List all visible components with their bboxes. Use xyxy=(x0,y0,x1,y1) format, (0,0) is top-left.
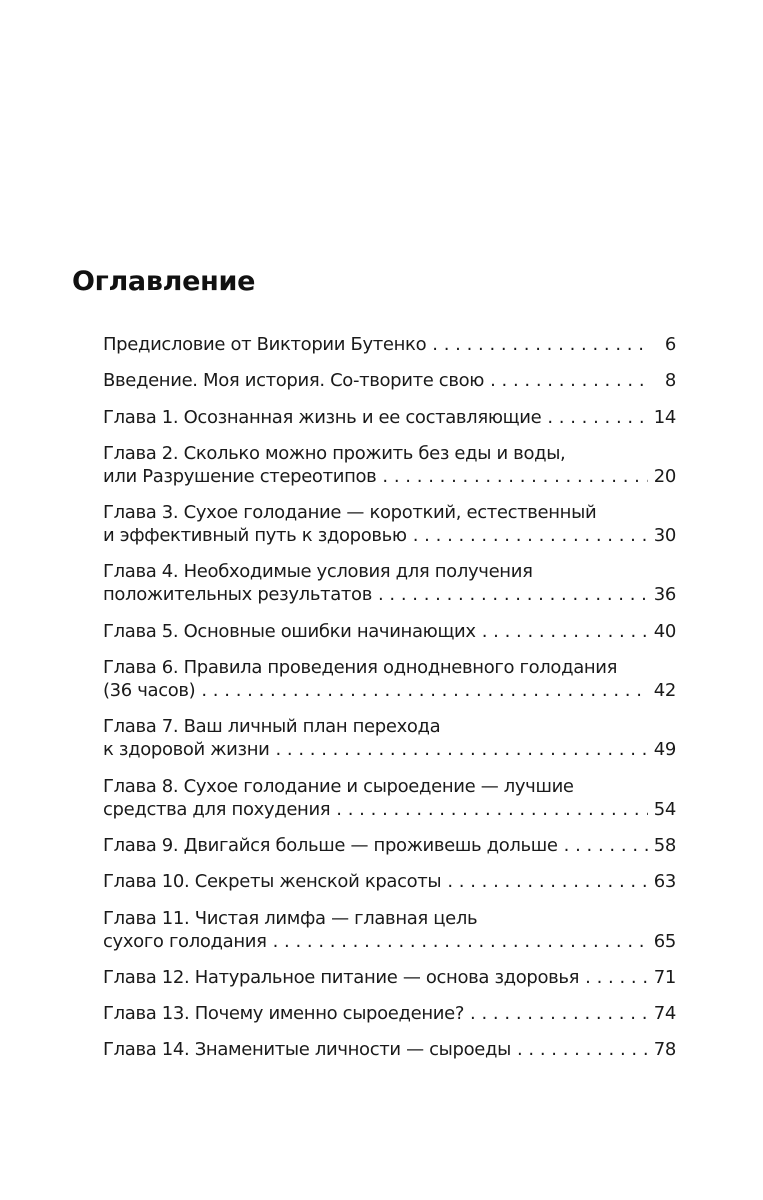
toc-entry-title-line: средства для похудения xyxy=(103,798,331,820)
toc-entry-title-line: положительных результатов xyxy=(103,584,372,606)
dot-leader xyxy=(275,738,647,761)
toc-entry[interactable] xyxy=(103,620,676,643)
toc-page-number: 8 xyxy=(664,370,676,392)
toc-entry[interactable] xyxy=(103,834,676,857)
toc-page-number: 49 xyxy=(653,739,676,761)
toc-entry[interactable] xyxy=(103,1002,676,1025)
toc-entry[interactable] xyxy=(103,1038,676,1061)
dot-leader xyxy=(378,583,648,606)
toc-entry[interactable] xyxy=(103,501,676,547)
toc-page-number: 78 xyxy=(653,1039,676,1061)
toc-entry-title-line: Глава 7. Ваш личный план перехода xyxy=(103,716,441,738)
toc-entry-title-line: Глава 3. Сухое голодание — короткий, естественный xyxy=(103,502,597,524)
toc-entry-title-line: Глава 1. Осознанная жизнь и ее составляющие xyxy=(103,406,542,428)
toc-entry-title-line: Глава 9. Двигайся больше — проживешь дольше xyxy=(103,834,558,856)
toc-page-number: 40 xyxy=(653,620,676,642)
toc-page-number: 20 xyxy=(653,465,676,487)
dot-leader xyxy=(413,524,648,547)
toc-entry-last-line xyxy=(103,620,676,643)
toc-entry-title-line: Глава 2. Сколько можно прожить без еды и воды, xyxy=(103,442,566,464)
toc-entry-last-line xyxy=(103,1002,676,1025)
dot-leader xyxy=(490,369,648,392)
toc-entry-title-line: Глава 14. Знаменитые личности — сыроеды xyxy=(103,1039,511,1061)
toc-entry-title-line: и эффективный путь к здоровью xyxy=(103,525,407,547)
toc-page-number: 42 xyxy=(653,680,676,702)
toc-entry[interactable] xyxy=(103,369,676,392)
toc-entry-title-line: Предисловие от Виктории Бутенко xyxy=(103,334,427,355)
dot-leader xyxy=(382,465,647,488)
toc-page-number: 36 xyxy=(653,584,676,606)
toc-entry-title-line: Глава 13. Почему именно сыроедение? xyxy=(103,1003,465,1025)
toc-entry-title-line: Глава 6. Правила проведения однодневного голодания xyxy=(103,657,618,679)
toc-page-number: 6 xyxy=(664,334,676,355)
toc-entry-title-line: Введение. Моя история. Со-творите свою xyxy=(103,370,485,392)
toc-entry-title-line: Глава 10. Секреты женской красоты xyxy=(103,871,442,893)
dot-leader xyxy=(432,333,648,356)
toc-page-number: 54 xyxy=(653,798,676,820)
toc-entry[interactable] xyxy=(103,333,676,356)
dot-leader xyxy=(482,620,648,643)
toc-list xyxy=(103,333,676,1075)
dot-leader xyxy=(517,1038,648,1061)
toc-entry-title-line: к здоровой жизни xyxy=(103,739,270,761)
toc-page-number: 65 xyxy=(653,930,676,952)
dot-leader xyxy=(585,966,648,989)
toc-entry-last-line xyxy=(103,870,676,893)
toc-entry[interactable] xyxy=(103,656,676,702)
toc-entry-last-line xyxy=(103,369,676,392)
toc-entry-last-line xyxy=(103,333,676,356)
toc-entry-title-line: или Разрушение стереотипов xyxy=(103,465,377,487)
toc-entry[interactable] xyxy=(103,775,676,821)
toc-entry-title-line: Глава 5. Основные ошибки начинающих xyxy=(103,620,476,642)
dot-leader xyxy=(201,679,647,702)
toc-entry-last-line xyxy=(103,798,676,821)
toc-page-number: 14 xyxy=(653,406,676,428)
toc-entry[interactable] xyxy=(103,560,676,606)
toc-entry[interactable] xyxy=(103,442,676,488)
toc-page-number: 63 xyxy=(653,871,676,893)
toc-entry-last-line xyxy=(103,465,676,488)
dot-leader xyxy=(547,406,647,429)
toc-entry-last-line xyxy=(103,966,676,989)
toc-entry[interactable] xyxy=(103,907,676,953)
toc-entry-title-line: Глава 4. Необходимые условия для получения xyxy=(103,561,533,583)
toc-entry[interactable] xyxy=(103,406,676,429)
dot-leader xyxy=(470,1002,648,1025)
toc-entry-title-line: Глава 12. Натуральное питание — основа здоровья xyxy=(103,966,580,988)
toc-entry-title-line: Глава 8. Сухое голодание и сыроедение — лучшие xyxy=(103,775,574,797)
toc-page-number: 74 xyxy=(653,1003,676,1025)
toc-page-number: 58 xyxy=(653,834,676,856)
toc-entry-last-line xyxy=(103,738,676,761)
toc-entry-title-line: Глава 11. Чистая лимфа — главная цель xyxy=(103,907,478,929)
toc-entry[interactable] xyxy=(103,870,676,893)
toc-page-number: 71 xyxy=(653,966,676,988)
dot-leader xyxy=(447,870,647,893)
toc-heading: Оглавление xyxy=(72,266,256,297)
toc-entry-last-line xyxy=(103,930,676,953)
toc-entry-title-line: (36 часов) xyxy=(103,680,196,702)
dot-leader xyxy=(336,798,647,821)
toc-entry-last-line xyxy=(103,524,676,547)
toc-entry-title-line: сухого голодания xyxy=(103,930,267,952)
toc-entry-last-line xyxy=(103,406,676,429)
toc-entry[interactable] xyxy=(103,715,676,761)
toc-entry-last-line xyxy=(103,834,676,857)
toc-page-number: 30 xyxy=(653,525,676,547)
dot-leader xyxy=(273,930,648,953)
toc-entry-last-line xyxy=(103,583,676,606)
toc-entry-last-line xyxy=(103,1038,676,1061)
dot-leader xyxy=(564,834,648,857)
toc-entry-last-line xyxy=(103,679,676,702)
toc-entry[interactable] xyxy=(103,966,676,989)
